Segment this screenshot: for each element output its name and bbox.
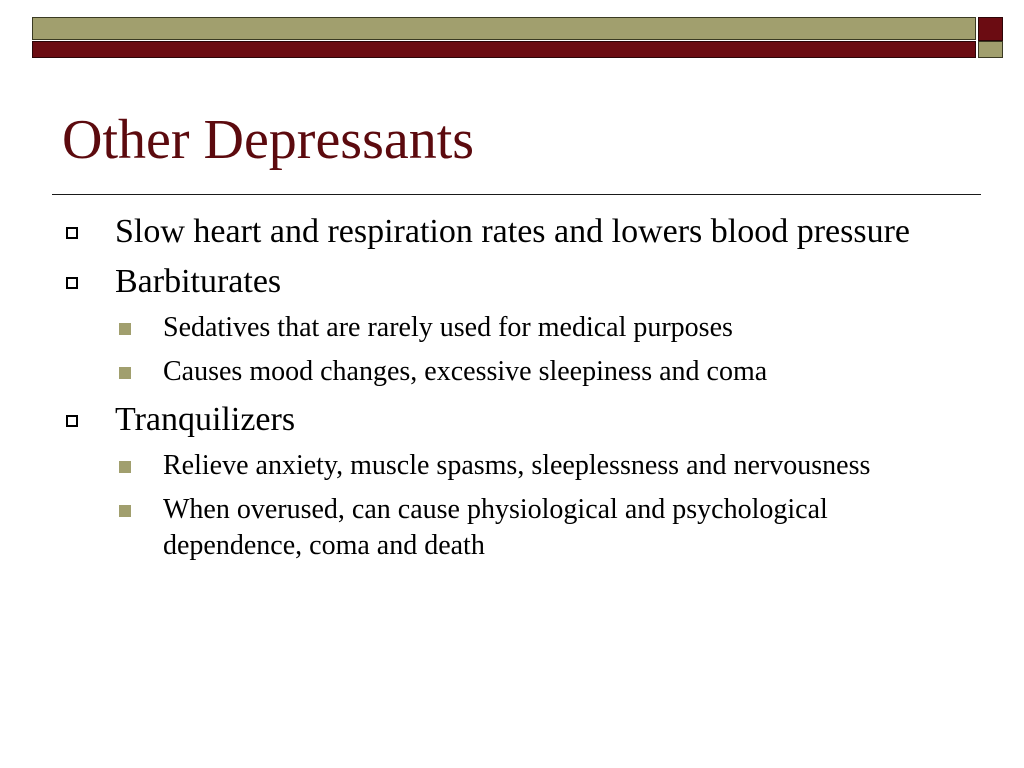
slide-content [62,210,962,572]
sub-bullet-text: Sedatives that are rarely used for medical purposes [163,312,733,343]
bullet-text: Barbiturates [115,263,282,300]
sub-bullet-text: When overused, can cause physiological and psychological dependence, coma and death [163,494,828,561]
bullet-item [62,210,962,253]
header-square-maroon [978,17,1003,41]
bullet-text: Tranquilizers [115,401,296,438]
bullet-item [62,260,962,303]
slide-title: Other Depressants [62,109,475,171]
title-divider [52,194,981,195]
header-bar-maroon [32,41,976,58]
bullet-text: Slow heart and respiration rates and lowers blood pressure [115,213,910,250]
filled-square-bullet-icon [119,505,131,517]
sub-bullet-item [62,492,962,564]
hollow-square-bullet-icon [66,277,78,289]
filled-square-bullet-icon [119,367,131,379]
filled-square-bullet-icon [119,323,131,335]
sub-bullet-list [62,310,962,390]
sub-bullet-item [62,354,962,390]
sub-bullet-text: Causes mood changes, excessive sleepiness and coma [163,356,768,387]
filled-square-bullet-icon [119,461,131,473]
bullet-item [62,398,962,441]
sub-bullet-item [62,448,962,484]
sub-bullet-text: Relieve anxiety, muscle spasms, sleeplessness and nervousness [163,450,871,481]
hollow-square-bullet-icon [66,227,78,239]
sub-bullet-item [62,310,962,346]
header-bar-olive [32,17,976,40]
hollow-square-bullet-icon [66,415,78,427]
header-square-olive [978,41,1003,58]
sub-bullet-list [62,448,962,564]
